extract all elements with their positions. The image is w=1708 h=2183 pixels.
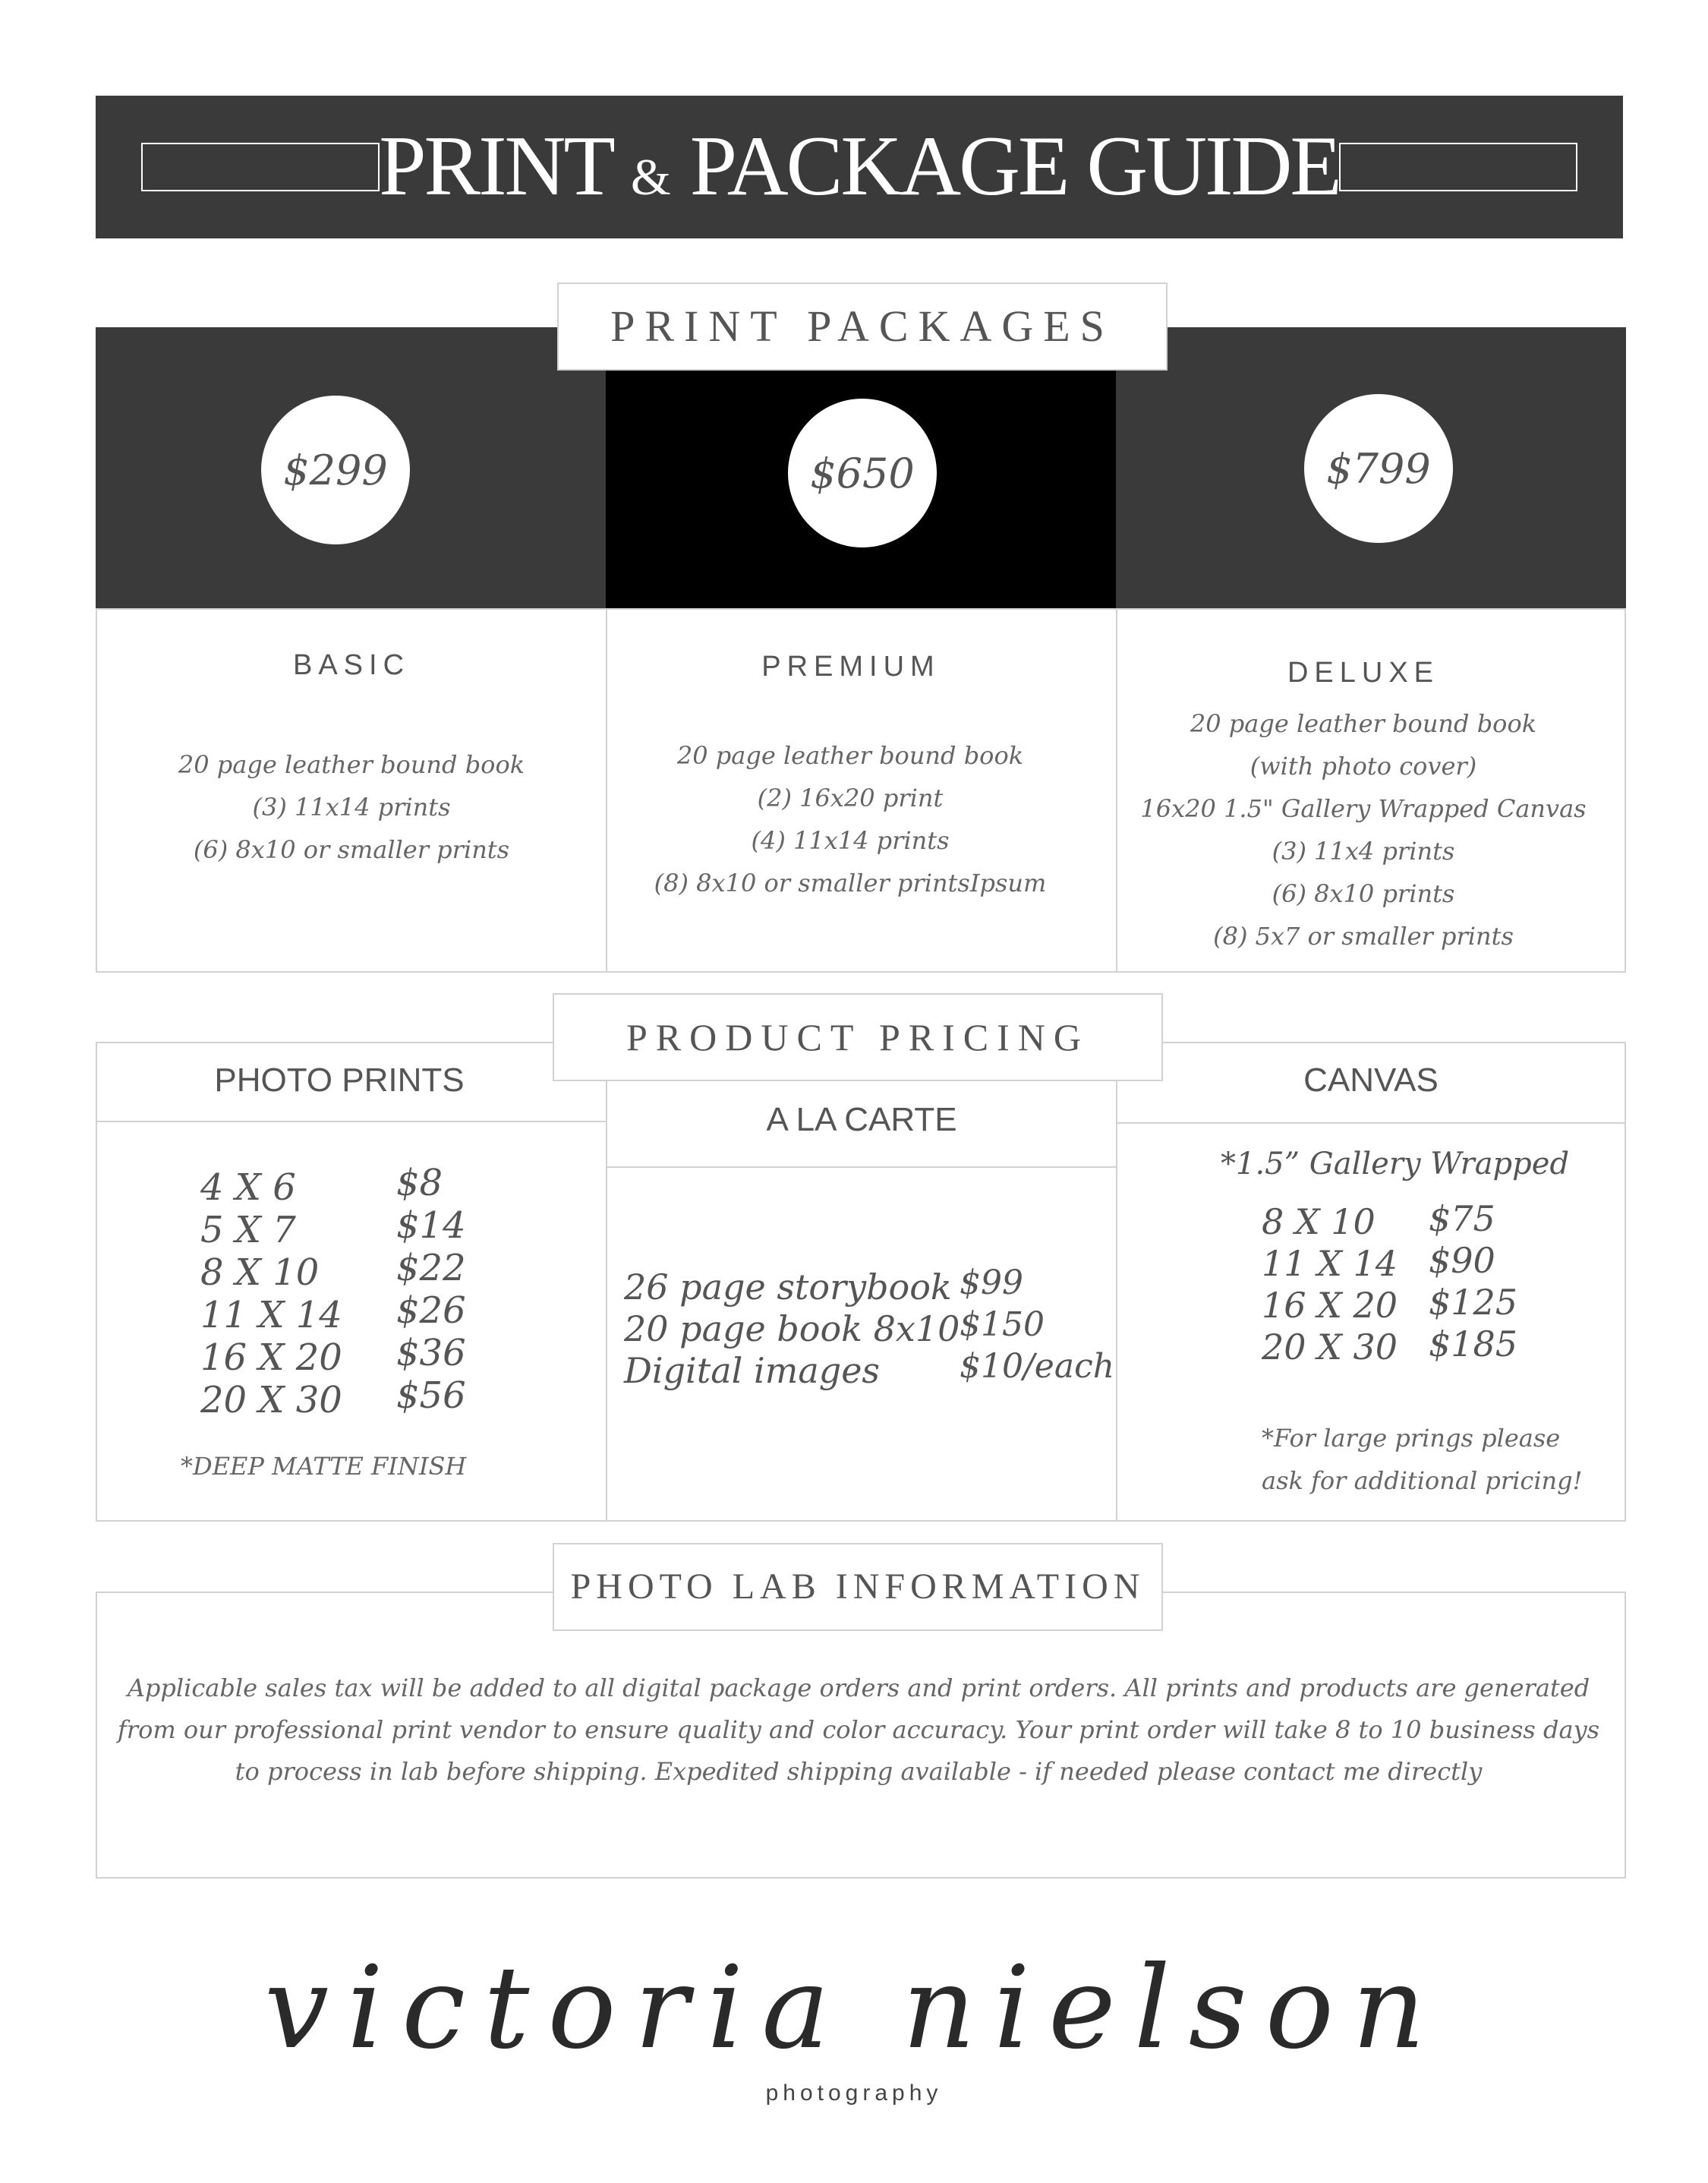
a-la-carte-price: $99 <box>960 1263 1023 1302</box>
a-la-carte-item: 20 page book 8x10 <box>624 1308 960 1349</box>
premium-item: (4) 11x14 prints <box>751 826 950 855</box>
basic-package <box>96 608 607 973</box>
product-pricing-label: PRODUCT PRICING <box>553 993 1163 1081</box>
title-print: PRINT <box>379 119 612 213</box>
title-ampersand: & <box>630 148 671 206</box>
a-la-carte-item: Digital images <box>624 1350 881 1391</box>
canvas-price: $125 <box>1429 1282 1518 1323</box>
premium-items <box>585 734 1116 904</box>
canvas-size: 8 X 10 <box>1262 1201 1376 1242</box>
logo-subtitle: photography <box>765 2080 943 2106</box>
divider <box>1117 1122 1624 1124</box>
lab-line: to process in lab before shipping. Expedited shipping available - if needed please contact me directly <box>235 1757 1483 1786</box>
canvas-prices <box>1429 1198 1517 1365</box>
premium-price: $650 <box>788 399 937 547</box>
premium-item: (2) 16x20 print <box>757 784 944 812</box>
deluxe-package <box>1116 608 1626 973</box>
canvas-size: 16 X 20 <box>1262 1285 1398 1326</box>
deluxe-item: (3) 11x4 prints <box>1272 837 1455 866</box>
a-la-carte-price: $10/each <box>960 1347 1115 1386</box>
basic-name: BASIC <box>292 649 411 681</box>
canvas-note-line: ask for additional pricing! <box>1262 1466 1583 1495</box>
a-la-carte-item: 26 page storybook <box>624 1267 952 1308</box>
title-package-guide: PACKAGE GUIDE <box>689 119 1340 213</box>
basic-items <box>97 743 606 871</box>
deluxe-header-block <box>1116 327 1626 608</box>
premium-package <box>606 608 1117 973</box>
deluxe-items <box>1102 702 1624 957</box>
photo-lab-label: PHOTO LAB INFORMATION <box>553 1543 1163 1631</box>
print-price: $14 <box>396 1204 466 1247</box>
print-packages-label: PRINT PACKAGES <box>557 282 1168 371</box>
canvas-size: 11 X 14 <box>1262 1243 1398 1284</box>
a-la-carte-prices <box>960 1262 1114 1387</box>
deluxe-item: (6) 8x10 prints <box>1272 879 1455 908</box>
deluxe-name: DELUXE <box>1287 657 1440 689</box>
premium-item: 20 page leather bound book <box>676 741 1024 770</box>
basic-item: 20 page leather bound book <box>178 750 525 779</box>
basic-item: (6) 8x10 or smaller prints <box>193 835 510 864</box>
print-price: $8 <box>396 1162 443 1204</box>
canvas-price: $185 <box>1429 1323 1518 1364</box>
print-size: 5 X 7 <box>200 1209 296 1251</box>
print-size: 4 X 6 <box>200 1166 296 1209</box>
a-la-carte-items <box>624 1267 960 1392</box>
premium-name: PREMIUM <box>761 651 941 683</box>
photo-lab-text <box>111 1667 1606 1793</box>
print-price: $56 <box>396 1374 466 1417</box>
lab-line: from our professional print vendor to ensure quality and color accuracy. Your print order will take 8 to 10 business days <box>117 1715 1600 1744</box>
logo-signature: victoria nielson <box>264 1942 1444 2074</box>
a-la-carte-title: A LA CARTE <box>766 1101 957 1138</box>
canvas-title: CANVAS <box>1303 1062 1439 1099</box>
deep-matte-note: *DEEP MATTE FINISH <box>181 1452 467 1481</box>
header-banner <box>96 96 1623 238</box>
deluxe-item: 16x20 1.5" Gallery Wrapped Canvas <box>1140 794 1587 823</box>
print-price: $26 <box>396 1289 466 1332</box>
canvas-note-line: *For large prings please <box>1262 1424 1561 1453</box>
divider <box>607 1166 1116 1168</box>
print-price: $36 <box>396 1332 466 1374</box>
canvas-size: 20 X 30 <box>1262 1327 1398 1368</box>
canvas-price: $75 <box>1429 1198 1495 1239</box>
deluxe-price: $799 <box>1304 394 1453 543</box>
print-size: 16 X 20 <box>200 1336 342 1379</box>
divider <box>97 1121 606 1122</box>
deluxe-item: 20 page leather bound book <box>1190 709 1537 738</box>
print-size: 11 X 14 <box>200 1294 342 1336</box>
page-title <box>96 117 1623 226</box>
print-price: $22 <box>396 1247 466 1289</box>
print-size: 8 X 10 <box>200 1251 320 1294</box>
basic-item: (3) 11x14 prints <box>252 793 451 822</box>
canvas-price: $90 <box>1429 1240 1495 1281</box>
basic-header-block <box>96 327 606 608</box>
photo-prints-panel <box>96 1042 607 1522</box>
lab-line: Applicable sales tax will be added to all digital package orders and print orders. All prints and products are generated <box>127 1674 1590 1702</box>
deluxe-item: (8) 5x7 or smaller prints <box>1213 922 1514 951</box>
photo-prints-prices <box>396 1162 466 1417</box>
a-la-carte-price: $150 <box>960 1305 1045 1344</box>
basic-price: $299 <box>261 396 410 544</box>
canvas-note <box>1262 1417 1583 1502</box>
premium-item: (8) 8x10 or smaller printsIpsum <box>654 869 1047 897</box>
photo-prints-title: PHOTO PRINTS <box>214 1062 465 1099</box>
photo-prints-sizes <box>200 1166 342 1421</box>
canvas-subtitle: *1.5” Gallery Wrapped <box>1221 1147 1570 1181</box>
print-size: 20 X 30 <box>200 1379 342 1421</box>
canvas-sizes <box>1262 1201 1398 1368</box>
deluxe-item: (with photo cover) <box>1249 752 1477 781</box>
